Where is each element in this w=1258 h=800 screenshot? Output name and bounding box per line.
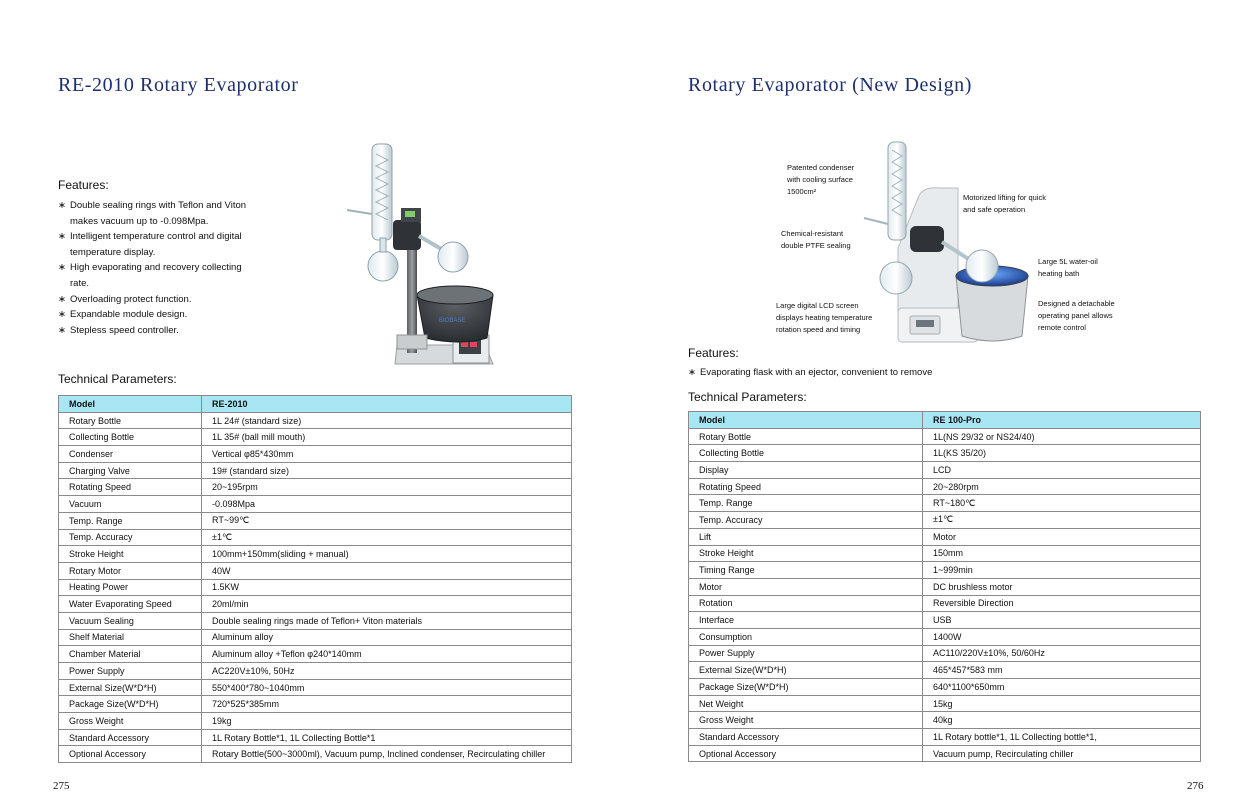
feature-text: Evaporating flask with an ejector, convenient to remove (700, 367, 933, 378)
table-row (59, 429, 572, 446)
parameter-name-cell: Rotary Motor (59, 562, 202, 579)
parameter-value-cell: 20~195rpm (202, 479, 572, 496)
parameter-name-cell: Gross Weight (689, 712, 923, 729)
parameter-value-cell: 1L 24# (standard size) (202, 412, 572, 429)
feature-line (58, 292, 308, 308)
parameter-name-cell: Package Size(W*D*H) (59, 696, 202, 713)
parameter-value-cell: Vertical φ85*430mm (202, 446, 572, 463)
parameter-value-cell: 550*400*780~1040mm (202, 679, 572, 696)
parameter-name-cell: Chamber Material (59, 646, 202, 663)
parameter-name-cell: Power Supply (689, 645, 923, 662)
parameter-name-cell: Temp. Range (689, 495, 923, 512)
parameter-name-cell: Temp. Range (59, 512, 202, 529)
parameter-value-cell: RE 100-Pro (923, 412, 1201, 429)
table-row (689, 745, 1201, 762)
parameter-name-cell: Standard Accessory (689, 729, 923, 746)
table-row (59, 696, 572, 713)
parameter-name-cell: Optional Accessory (689, 745, 923, 762)
parameter-value-cell: RT~99℃ (202, 512, 572, 529)
callout-line: Patented condenser (787, 163, 855, 172)
parameter-value-cell: AC220V±10%, 50Hz (202, 663, 572, 680)
callout-line: double PTFE sealing (781, 241, 851, 250)
feature-text: temperature display. (70, 246, 156, 258)
table-row (59, 496, 572, 513)
table-row (689, 462, 1201, 479)
feature-line (58, 307, 308, 323)
callout-line: with cooling surface (787, 175, 853, 184)
parameter-name-cell: Rotation (689, 595, 923, 612)
parameter-name-cell: Model (689, 412, 923, 429)
parameter-name-cell: Power Supply (59, 663, 202, 680)
feature-line (58, 245, 308, 261)
callout-line: Designed a detachable (1038, 299, 1115, 308)
table-row (689, 645, 1201, 662)
parameter-value-cell: Reversible Direction (923, 595, 1201, 612)
bullet-asterisk-icon: ∗ (58, 293, 66, 305)
right-features-heading: Features: (688, 346, 739, 360)
parameter-value-cell: 100mm+150mm(sliding + manual) (202, 546, 572, 563)
table-row (689, 562, 1201, 579)
left-spec-table (58, 395, 572, 763)
callout-line: rotation speed and timing (776, 325, 861, 334)
parameter-value-cell: 1L(KS 35/20) (923, 445, 1201, 462)
table-row (689, 595, 1201, 612)
feature-line (58, 260, 308, 276)
parameter-value-cell: ±1℃ (923, 512, 1201, 529)
left-page-number: 275 (53, 780, 70, 792)
parameter-value-cell: LCD (923, 462, 1201, 479)
callout-sealing (781, 228, 851, 252)
table-row (59, 512, 572, 529)
parameter-name-cell: Charging Valve (59, 462, 202, 479)
parameter-name-cell: Standard Accessory (59, 729, 202, 746)
parameter-value-cell: 1L 35# (ball mill mouth) (202, 429, 572, 446)
table-row (689, 729, 1201, 746)
callout-line: displays heating temperature (776, 313, 873, 322)
parameter-name-cell: Interface (689, 612, 923, 629)
callout-line: heating bath (1038, 269, 1080, 278)
parameter-value-cell: ±1℃ (202, 529, 572, 546)
right-page-number: 276 (1187, 780, 1204, 792)
feature-line (58, 198, 308, 214)
parameter-name-cell: Timing Range (689, 562, 923, 579)
parameter-name-cell: Display (689, 462, 923, 479)
table-header-row (689, 412, 1201, 429)
table-row (689, 545, 1201, 562)
table-row (689, 612, 1201, 629)
parameter-name-cell: External Size(W*D*H) (59, 679, 202, 696)
parameter-name-cell: Rotating Speed (59, 479, 202, 496)
callout-line: remote control (1038, 323, 1086, 332)
re-2010-product-image (335, 140, 505, 372)
left-tech-heading: Technical Parameters: (58, 372, 177, 386)
table-row (59, 446, 572, 463)
parameter-name-cell: Temp. Accuracy (59, 529, 202, 546)
feature-text: Stepless speed controller. (70, 324, 179, 336)
parameter-value-cell: Double sealing rings made of Teflon+ Viton materials (202, 612, 572, 629)
parameter-name-cell: Gross Weight (59, 713, 202, 730)
table-row (689, 478, 1201, 495)
parameter-value-cell: 465*457*583 mm (923, 662, 1201, 679)
bullet-asterisk-icon: ∗ (58, 309, 66, 321)
parameter-value-cell: 40kg (923, 712, 1201, 729)
parameter-value-cell: 1400W (923, 628, 1201, 645)
callout-line: 1500cm² (787, 187, 817, 196)
parameter-name-cell: Package Size(W*D*H) (689, 679, 923, 696)
parameter-value-cell: 15kg (923, 695, 1201, 712)
callout-condenser (787, 162, 854, 198)
parameter-value-cell: Rotary Bottle(500~3000ml), Vacuum pump, Inclined condenser, Recirculating chiller (202, 746, 572, 763)
callout-panel (1038, 298, 1115, 334)
table-row (59, 596, 572, 613)
feature-text: rate. (70, 277, 90, 289)
parameter-value-cell: 19kg (202, 713, 572, 730)
right-tech-heading: Technical Parameters: (688, 390, 807, 404)
callout-bath (1038, 256, 1098, 280)
feature-text: Expandable module design. (70, 309, 188, 321)
parameter-name-cell: Water Evaporating Speed (59, 596, 202, 613)
re-100-pro-product-image (858, 138, 1034, 350)
parameter-name-cell: Shelf Material (59, 629, 202, 646)
callout-lcd (776, 300, 872, 336)
table-row (689, 712, 1201, 729)
parameter-value-cell: Vacuum pump, Recirculating chiller (923, 745, 1201, 762)
table-row (689, 578, 1201, 595)
left-features-heading: Features: (58, 178, 109, 192)
table-row (59, 629, 572, 646)
feature-text: Intelligent temperature control and digital (70, 231, 242, 243)
callout-line: Chemical-resistant (781, 229, 844, 238)
parameter-value-cell: 1L Rotary Bottle*1, 1L Collecting Bottle*1 (202, 729, 572, 746)
parameter-value-cell: AC110/220V±10%, 50/60Hz (923, 645, 1201, 662)
parameter-name-cell: Condenser (59, 446, 202, 463)
parameter-value-cell: 1.5KW (202, 579, 572, 596)
callout-line: Large 5L water-oil (1038, 257, 1098, 266)
table-row (689, 428, 1201, 445)
parameter-name-cell: Consumption (689, 628, 923, 645)
bullet-asterisk-icon: ∗ (58, 200, 66, 211)
parameter-value-cell: RE-2010 (202, 396, 572, 413)
parameter-name-cell: Rotary Bottle (59, 412, 202, 429)
parameter-value-cell: Aluminum alloy (202, 629, 572, 646)
parameter-value-cell: 1L Rotary bottle*1, 1L Collecting bottle*1, (923, 729, 1201, 746)
table-row (59, 646, 572, 663)
table-row (59, 729, 572, 746)
table-row (59, 713, 572, 730)
bullet-asterisk-icon: ∗ (58, 262, 66, 274)
feature-text: High evaporating and recovery collecting (70, 262, 242, 274)
parameter-value-cell: 19# (standard size) (202, 462, 572, 479)
parameter-name-cell: Net Weight (689, 695, 923, 712)
feature-text: makes vacuum up to -0.098Mpa. (70, 215, 209, 227)
parameter-value-cell: 150mm (923, 545, 1201, 562)
callout-line: Large digital LCD screen (776, 301, 859, 310)
parameter-value-cell: RT~180℃ (923, 495, 1201, 512)
parameter-name-cell: Optional Accessory (59, 746, 202, 763)
parameter-name-cell: Rotary Bottle (689, 428, 923, 445)
table-header-row (59, 396, 572, 413)
bullet-asterisk-icon: ∗ (58, 324, 66, 336)
parameter-name-cell: Collecting Bottle (689, 445, 923, 462)
parameter-value-cell: Motor (923, 528, 1201, 545)
parameter-value-cell: DC brushless motor (923, 578, 1201, 595)
table-row (59, 546, 572, 563)
table-row (689, 495, 1201, 512)
parameter-value-cell: 640*1100*650mm (923, 679, 1201, 696)
bullet-asterisk-icon: ∗ (58, 231, 66, 243)
feature-text: Overloading protect function. (70, 293, 192, 305)
left-features-list (58, 198, 308, 338)
table-row (59, 562, 572, 579)
parameter-value-cell: 20~280rpm (923, 478, 1201, 495)
table-row (689, 512, 1201, 529)
left-page-title: RE-2010 Rotary Evaporator (58, 74, 299, 96)
parameter-value-cell: 20ml/min (202, 596, 572, 613)
parameter-name-cell: Vacuum (59, 496, 202, 513)
parameter-value-cell: Aluminum alloy +Teflon φ240*140mm (202, 646, 572, 663)
parameter-name-cell: Temp. Accuracy (689, 512, 923, 529)
table-row (59, 579, 572, 596)
feature-line (58, 276, 308, 292)
parameter-name-cell: Stroke Height (689, 545, 923, 562)
table-row (689, 628, 1201, 645)
table-row (59, 663, 572, 680)
table-row (689, 662, 1201, 679)
brand-mark-label: BIOBASE (439, 318, 466, 324)
parameter-name-cell: External Size(W*D*H) (689, 662, 923, 679)
table-row (59, 529, 572, 546)
parameter-name-cell: Motor (689, 578, 923, 595)
callout-line: Motorized lifting for quick (963, 193, 1046, 202)
callout-line: and safe operation (963, 205, 1026, 214)
parameter-name-cell: Rotating Speed (689, 478, 923, 495)
table-row (59, 479, 572, 496)
right-features-list (688, 365, 1068, 381)
table-row (689, 679, 1201, 696)
feature-line (58, 323, 308, 339)
parameter-value-cell: 1~999min (923, 562, 1201, 579)
parameter-value-cell: USB (923, 612, 1201, 629)
feature-text: Double sealing rings with Teflon and Viton (70, 200, 247, 211)
parameter-name-cell: Stroke Height (59, 546, 202, 563)
parameter-name-cell: Vacuum Sealing (59, 612, 202, 629)
parameter-name-cell: Model (59, 396, 202, 413)
right-spec-table (688, 411, 1201, 762)
table-row (689, 445, 1201, 462)
parameter-value-cell: 720*525*385mm (202, 696, 572, 713)
table-row (59, 679, 572, 696)
table-row (689, 528, 1201, 545)
table-row (59, 462, 572, 479)
table-row (59, 612, 572, 629)
parameter-name-cell: Heating Power (59, 579, 202, 596)
table-row (59, 746, 572, 763)
callout-lifting (963, 192, 1046, 216)
table-row (59, 412, 572, 429)
right-page-title: Rotary Evaporator (New Design) (688, 74, 973, 96)
feature-line (688, 365, 1068, 381)
feature-line (58, 229, 308, 245)
table-row (689, 695, 1201, 712)
parameter-value-cell: 40W (202, 562, 572, 579)
feature-line (58, 214, 308, 230)
bullet-asterisk-icon: ∗ (688, 367, 696, 378)
parameter-name-cell: Collecting Bottle (59, 429, 202, 446)
parameter-name-cell: Lift (689, 528, 923, 545)
callout-line: operating panel allows (1038, 311, 1113, 320)
parameter-value-cell: 1L(NS 29/32 or NS24/40) (923, 428, 1201, 445)
parameter-value-cell: -0.098Mpa (202, 496, 572, 513)
